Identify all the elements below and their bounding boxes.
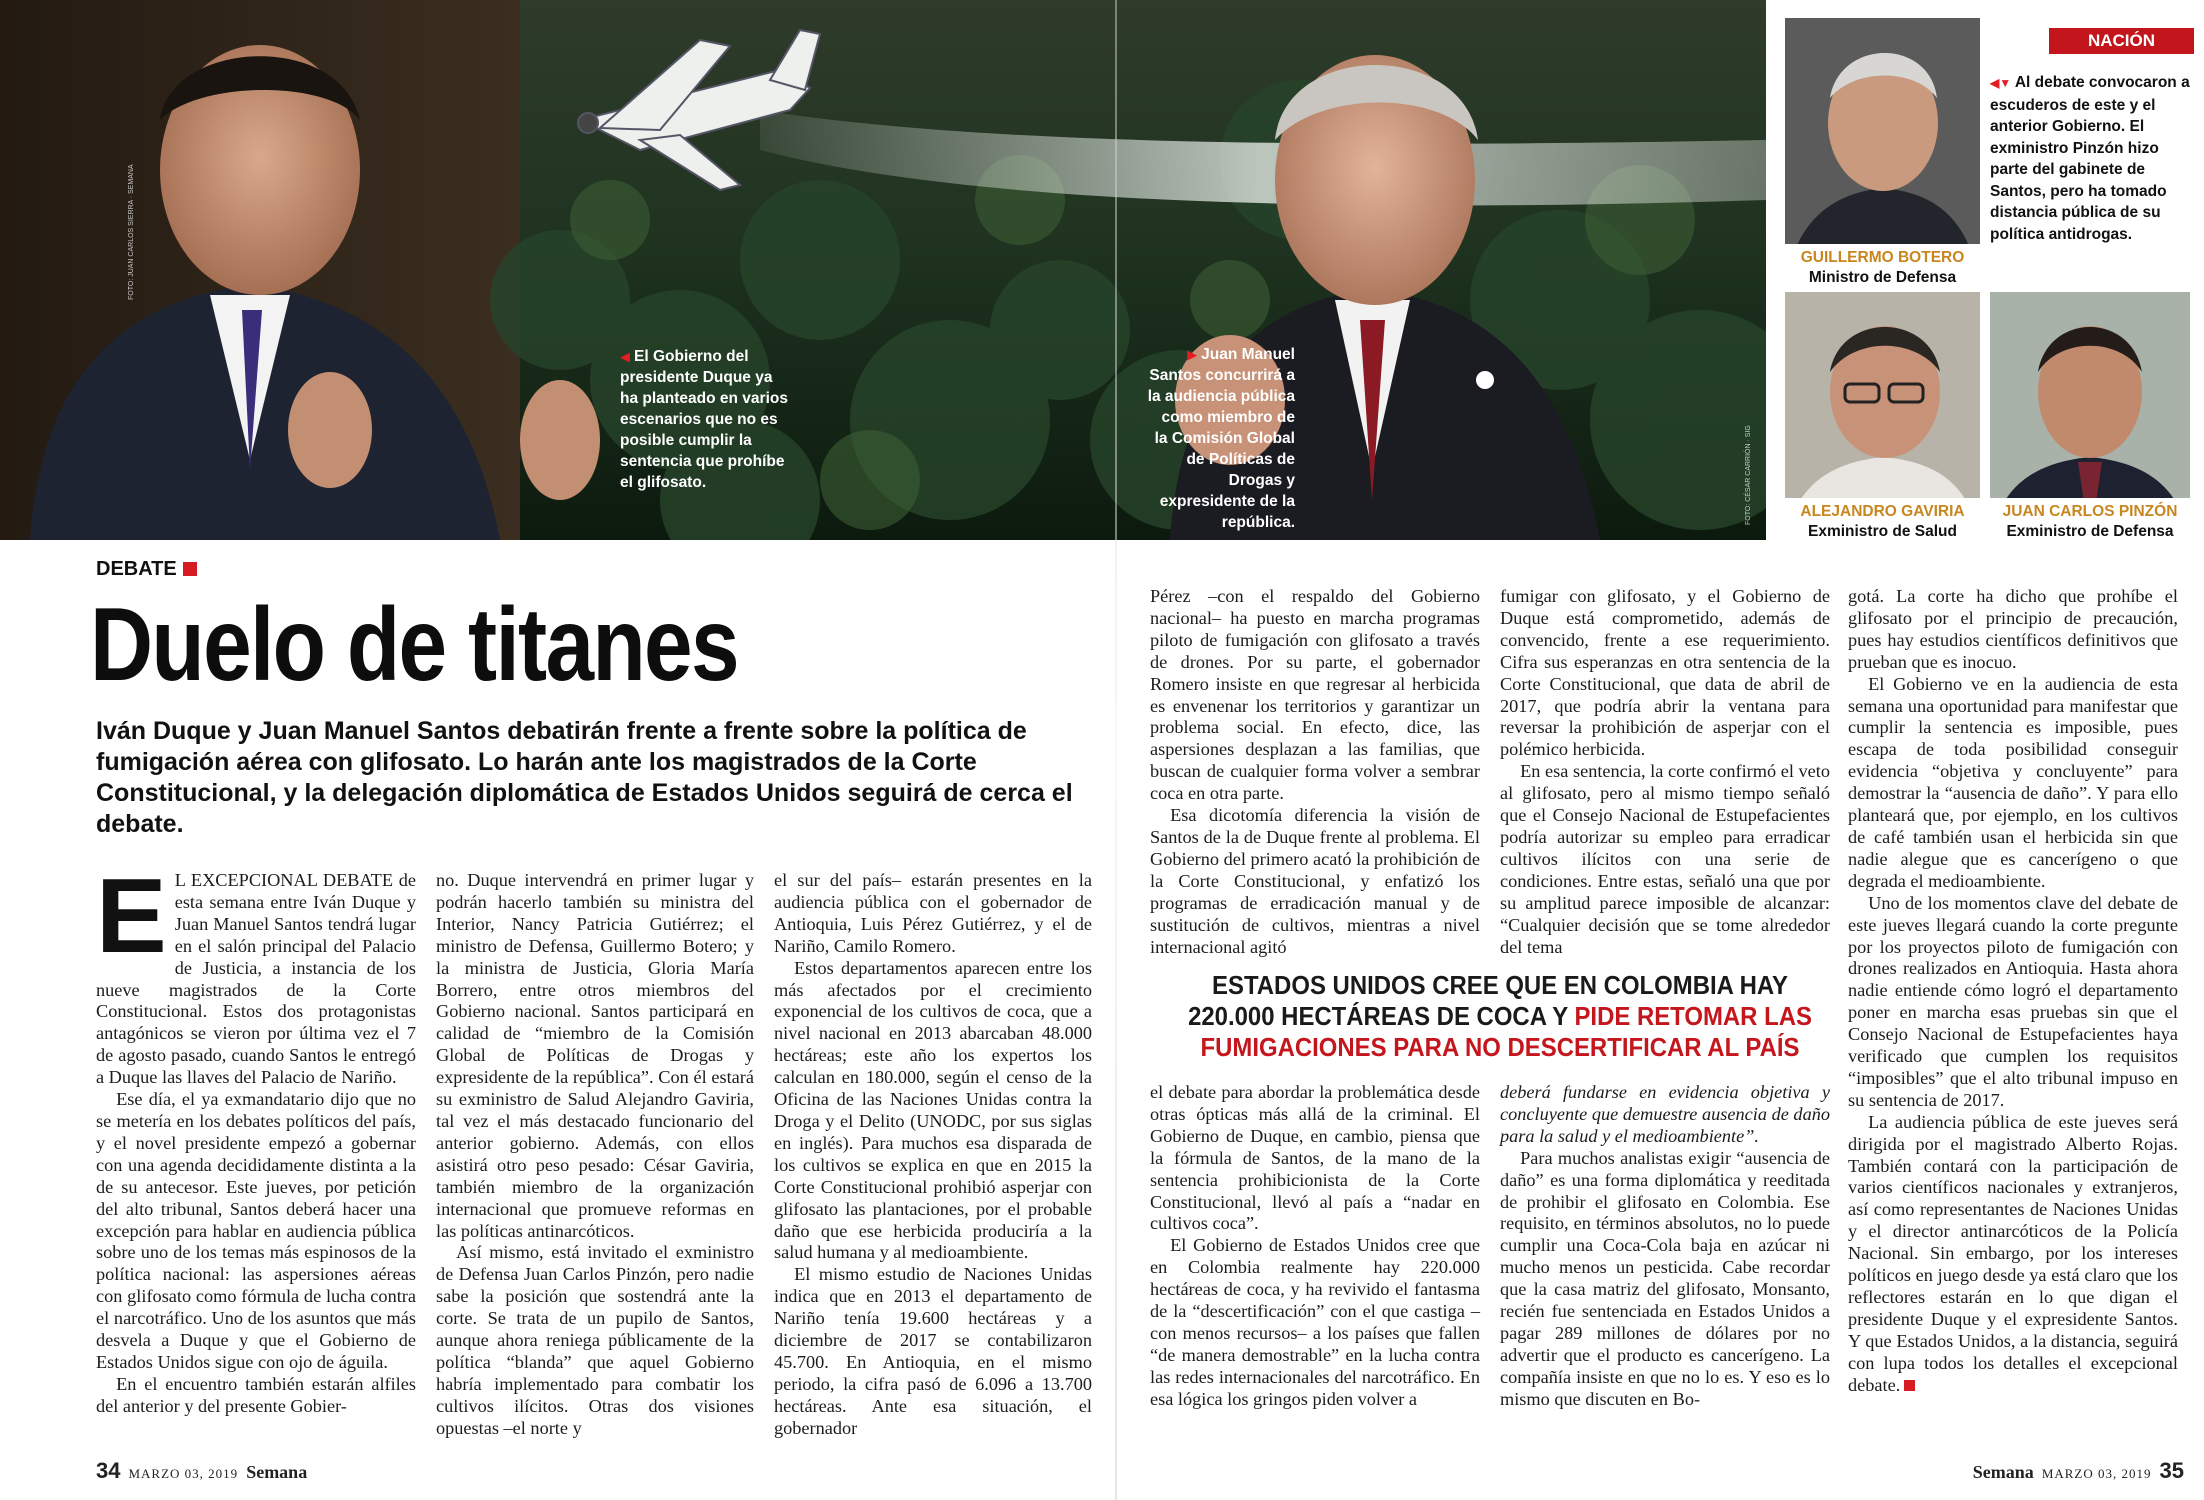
col4b-p2: El Gobierno de Estados Unidos cree que en Colombia realmente hay 220.000 hectáreas de coca, y ha revivido el fantasma de la “descertificación” con el que castiga –con menos recursos– a los países que fallen “de manera demostrable” en la lucha contra las redes internacionales del narcotráfico. En esa lógica los gringos piden volver a bbox=[1150, 1235, 1480, 1409]
gaviria-label bbox=[1785, 498, 1980, 542]
botero-role: Ministro de Defensa bbox=[1808, 269, 1957, 286]
col2-p1: no. Duque intervendrá en primer lugar y podrán hacerlo también su ministra del Interior, Nancy Patricia Gutiérrez; el ministro de Defensa, Guillermo Botero; y la ministra de Justicia, Gloria María Borrero, entre otros miembros del Gobierno nacional. Santos participará en calidad de “miembro de la Comisión Global de Políticas de Drogas y expresidente de la república”. Con él estará su exministro de Salud Alejandro Gaviria, tal vez el más destacado funcionario del anterior gobierno. Además, con ellos asistirá otro peso pesado: César Gaviria, también miembro de la organización internacional que promueve reformas en las políticas antinarcóticos. bbox=[436, 870, 754, 1241]
col4b-p1: el debate para abordar la problemática desde otras ópticas más allá de la criminal. El Gobierno de Duque, en cambio, piensa que la fórmula de Santos, de la mano de la sentencia prohibicionista de la Corte Constitucional, llevó al país a “nadar en cultivos coca”. bbox=[1150, 1082, 1480, 1234]
folio-left bbox=[96, 1458, 307, 1484]
magazine-name-left: Semana bbox=[246, 1462, 308, 1482]
body-column-4-top bbox=[1150, 586, 1480, 958]
section-kicker bbox=[96, 558, 197, 581]
body-column-4-bottom bbox=[1150, 1082, 1480, 1411]
duque-caption-text: El Gobierno del presidente Duque ya ha planteado en varios escenarios que no es posible cumplir la sentencia que prohíbe el glifosato. bbox=[620, 348, 788, 491]
col6-p1: gotá. La corte ha dicho que prohíbe el glifosato por el principio de precaución, pues hay estudios científicos definitivos que prueban que es inocuo. bbox=[1848, 586, 2178, 672]
col5-p1: fumigar con glifosato, y el Gobierno de Duque está comprometido, además de convencido, frente a ese requerimiento. Cifra sus esperanzas en otra sentencia de la Corte Constitucional, que data de abril de 2017, que podría abrir la ventana para reversar la prohibición de asperjar con el polémico herbicida. bbox=[1500, 586, 1830, 760]
photo-credit-right: FOTO: CÉSAR CARRIÓN · SIG bbox=[1745, 425, 1752, 525]
portrait-pinzon bbox=[1990, 292, 2190, 542]
botero-label bbox=[1785, 244, 1980, 288]
col6-p3: Uno de los momentos clave del debate de este jueves llegará cuando la corte pregunte por los proyectos piloto de fumigación con drones realizados en Antioquia. Hasta ahora nadie entiende cómo logró el departamento poner en marcha esas pruebas sin que el Consejo Nacional de Estupefacientes haya verificado que cumplen los requisitos “imposibles” que el alto tribunal impuso en su sentencia de 2017. bbox=[1848, 892, 2178, 1110]
kicker-square-icon bbox=[183, 562, 197, 576]
deck: Iván Duque y Juan Manuel Santos debatirán frente a frente sobre la política de fumigación aérea con glifosato. Lo harán ante los magistrados de la Corte Constitucional, y la delegación diplomática de Estados Unidos seguirá de cerca el debate. bbox=[96, 717, 1073, 838]
magazine-name-right: Semana bbox=[1972, 1462, 2034, 1482]
duque-caption bbox=[620, 346, 790, 493]
page-number-right: 35 bbox=[2159, 1458, 2184, 1483]
issue-date-left: MARZO 03, 2019 bbox=[128, 1466, 239, 1481]
pinzon-label bbox=[1990, 498, 2190, 542]
photo-credit-left: FOTO: JUAN CARLOS SIERRA · SEMANA bbox=[128, 164, 135, 300]
kicker-label: DEBATE bbox=[96, 558, 177, 580]
page-number-left: 34 bbox=[96, 1458, 121, 1483]
portrait-gaviria bbox=[1785, 292, 1980, 542]
body-column-3 bbox=[774, 870, 1092, 1440]
col1-p3: En el encuentro también estarán alfiles del anterior y del presente Gobier- bbox=[96, 1373, 416, 1416]
end-mark-icon bbox=[1904, 1380, 1915, 1391]
sidebar-text bbox=[1990, 72, 2190, 245]
sidebar-arrows-icon: ◀▼ bbox=[1990, 76, 2012, 90]
hero-photo-strip bbox=[0, 0, 1766, 540]
col3-p2: Estos departamentos aparecen entre los más afectados por el crecimiento exponencial de los cultivos de coca, que a nivel nacional en 2013 abarcaban 48.000 hectáreas; este año los expertos los calculan en 180.000, según el censo de la Oficina de las Naciones Unidas contra la Droga y el Delito (UNODC, por sus siglas en inglés). Para muchos esa disparada de los cultivos se explica en que en 2015 la Corte Constitucional prohibió asperjar con glifosato las plantaciones, por el probable daño que ese herbicida produciría a la salud humana y al medioambiente. bbox=[774, 957, 1092, 1263]
dropcap: E bbox=[96, 857, 167, 975]
col3-p3: El mismo estudio de Naciones Unidas indica que en 2013 el departamento de Nariño tenía 19.600 hectáreas y a diciembre de 2017 se contabilizaron 45.700. En Antioquia, en el mismo periodo, la cifra pasó de 6.096 a 13.700 hectáreas. Ante esa situación, el gobernador bbox=[774, 1264, 1092, 1438]
body-column-6 bbox=[1848, 586, 2178, 1397]
gaviria-name: ALEJANDRO GAVIRIA bbox=[1800, 503, 1965, 520]
col4-p2: Esa dicotomía diferencia la visión de Santos de la de Duque frente al problema. El Gobierno del primero acató la prohibición de la Corte Constitucional, y enfatizó los programas de erradicación manual y de sustitución de cultivos, mientras a nivel internacional agitó bbox=[1150, 805, 1480, 957]
col6-p4-text: La audiencia pública de este jueves será dirigida por el magistrado Alberto Rojas. También contará con la participación de varios científicos nacionales y extranjeros, así como representantes de Naciones Unidas y el director antinarcóticos de la Policía Nacional. Sin embargo, por los intereses políticos en juego desde ya está claro que los reflectores estarán en lo que digan el presidente Duque y el expresidente Santos. Y que Estados Unidos, a la distancia, seguirá con lupa todos los detalles el excepcional debate. bbox=[1848, 1111, 2178, 1395]
col1-p1: L EXCEPCIONAL DEBATE de esta semana entre Iván Duque y Juan Manuel Santos tendrá lugar en el salón principal del Palacio de Justicia, a instancia de los nueve magistrados de la Corte Constitucional. Estos dos protagonistas antagónicos se vieron por última vez el 7 de agosto pasado, cuando Santos le entregó a Duque las llaves del Palacio de Nariño. bbox=[96, 870, 416, 1088]
hero-photo-illustration bbox=[0, 0, 1766, 540]
body-column-2 bbox=[436, 870, 754, 1440]
col2-p2: Así mismo, está invitado el exministro de Defensa Juan Carlos Pinzón, pero nadie sabe la posición que sostendrá ante la corte. Se trata de un pupilo de Santos, aunque ahora reniega públicamente de la política “blanda” que aquel Gobierno habría implementado para combatir los cultivos ilícitos. Otras dos visiones opuestas –el norte y bbox=[436, 1242, 754, 1438]
caption-right-arrow-icon: ▶ bbox=[1187, 347, 1198, 362]
col5b-p1: deberá fundarse en evidencia objetiva y concluyente que demuestre ausencia de daño para la salud y el medioambiente”. bbox=[1500, 1082, 1830, 1146]
gaviria-role: Exministro de Salud bbox=[1807, 523, 1957, 540]
pinzon-role: Exministro de Defensa bbox=[2006, 523, 2174, 540]
col6-p4 bbox=[1848, 1112, 2178, 1397]
section-tag-nacion: NACIÓN bbox=[2049, 28, 2194, 54]
col4-p1: Pérez –con el respaldo del Gobierno nacional– ha puesto en marcha programas piloto de fumigación con glifosato a través de drones. Por su parte, el gobernador Romero insiste en que regresar al herbicida es envenenar los territorios y garantizar un problema social. En efecto, dice, las aspersiones desplazan a las familias, que buscan de cualquier forma volver a sembrar coca en otra parte. bbox=[1150, 586, 1480, 804]
pull-quote-black: ESTADOS UNIDOS CREE QUE EN COLOMBIA HAY 220.000 HECTÁREAS DE COCA Y bbox=[1188, 970, 1788, 1031]
botero-name: GUILLERMO BOTERO bbox=[1800, 249, 1965, 266]
page-gutter bbox=[1115, 0, 1117, 1500]
pull-quote-red: PIDE RETOMAR LAS FUMIGACIONES PARA NO DESCERTIFICAR AL PAÍS bbox=[1200, 1001, 1812, 1062]
pinzon-name: JUAN CARLOS PINZÓN bbox=[2002, 503, 2178, 520]
santos-caption-text: Juan Manuel Santos concurrirá a la audiencia pública como miembro de la Comisión Global de Políticas de Drogas y expresidente de la república. bbox=[1147, 346, 1295, 531]
santos-caption bbox=[1145, 344, 1295, 533]
portrait-botero bbox=[1785, 18, 1980, 288]
sidebar-text-body: Al debate convocaron a escuderos de este y el anterior Gobierno. El exministro Pinzón hizo parte del gabinete de Santos, pero ha tomado distancia pública de su política antidrogas. bbox=[1990, 74, 2190, 243]
caption-left-arrow-icon: ◀ bbox=[620, 349, 630, 364]
col5-p2: En esa sentencia, la corte confirmó el veto al glifosato, pero al mismo tiempo señaló que el Consejo Nacional de Estupefacientes podría autorizar su empleo para erradicar cultivos ilícitos con una serie de condiciones. Entre estas, señaló una que por su amplitud parece imposible de alcanzar: “Cualquier decisión que se tome alrededor del tema bbox=[1500, 761, 1830, 957]
lead-paragraph bbox=[96, 857, 416, 1089]
col1-p2: Ese día, el ya exmandatario dijo que no se metería en los debates políticos del país, y el novel presidente empezó a gobernar con una agenda decididamente distinta a la de su antecesor. Este jueves, por petición del alto tribunal, Santos deberá hacer una excepción para hablar en audiencia pública sobre uno de los temas más espinosos de la política nacional: las aspersiones aéreas con glifosato como fórmula de lucha contra el narcotráfico. Uno de los asuntos que más desvela a Duque y que el Gobierno de Estados Unidos sigue con ojo de águila. bbox=[96, 1089, 416, 1372]
folio-right bbox=[1973, 1458, 2184, 1484]
body-column-5-bottom bbox=[1500, 1082, 1830, 1411]
col5b-p2: Para muchos analistas exigir “ausencia de daño” es una forma diplomática y reeditada de prohibir el glifosato en Colombia. Ese requisito, en términos absolutos, no lo puede cumplir una Coca-Cola baja en azúcar ni mucho menos un pesticida. Cabe recordar que la casa matriz del glifosato, Monsanto, recién fue sentenciada en Estados Unidos a pagar 289 millones de dólares por no advertir que el producto es cancerígeno. La compañía insiste en que no lo es. Y eso es lo mismo que discuten en Bo- bbox=[1500, 1147, 1830, 1409]
col6-p2: El Gobierno ve en la audiencia de esta semana una oportunidad para manifestar que cumplir la sentencia es imposible, pues escapa de toda posibilidad conseguir evidencia “objetiva y concluyente” para demostrar la “ausencia de daño”. Y para ello planteará que, por ejemplo, en los cultivos de café también usan el herbicida sin que nadie alegue que es cancerígeno o que degrada el medioambiente. bbox=[1848, 673, 2178, 891]
headline: Duelo de titanes bbox=[90, 587, 738, 703]
col3-p1: el sur del país– estarán presentes en la audiencia pública con el gobernador de Antioquia, Luis Pérez Gutiérrez, y el de Nariño, Camilo Romero. bbox=[774, 870, 1092, 956]
pull-quote bbox=[1178, 970, 1822, 1063]
body-column-1 bbox=[96, 857, 416, 1418]
issue-date-right: MARZO 03, 2019 bbox=[2041, 1466, 2152, 1481]
body-column-5-top bbox=[1500, 586, 1830, 958]
